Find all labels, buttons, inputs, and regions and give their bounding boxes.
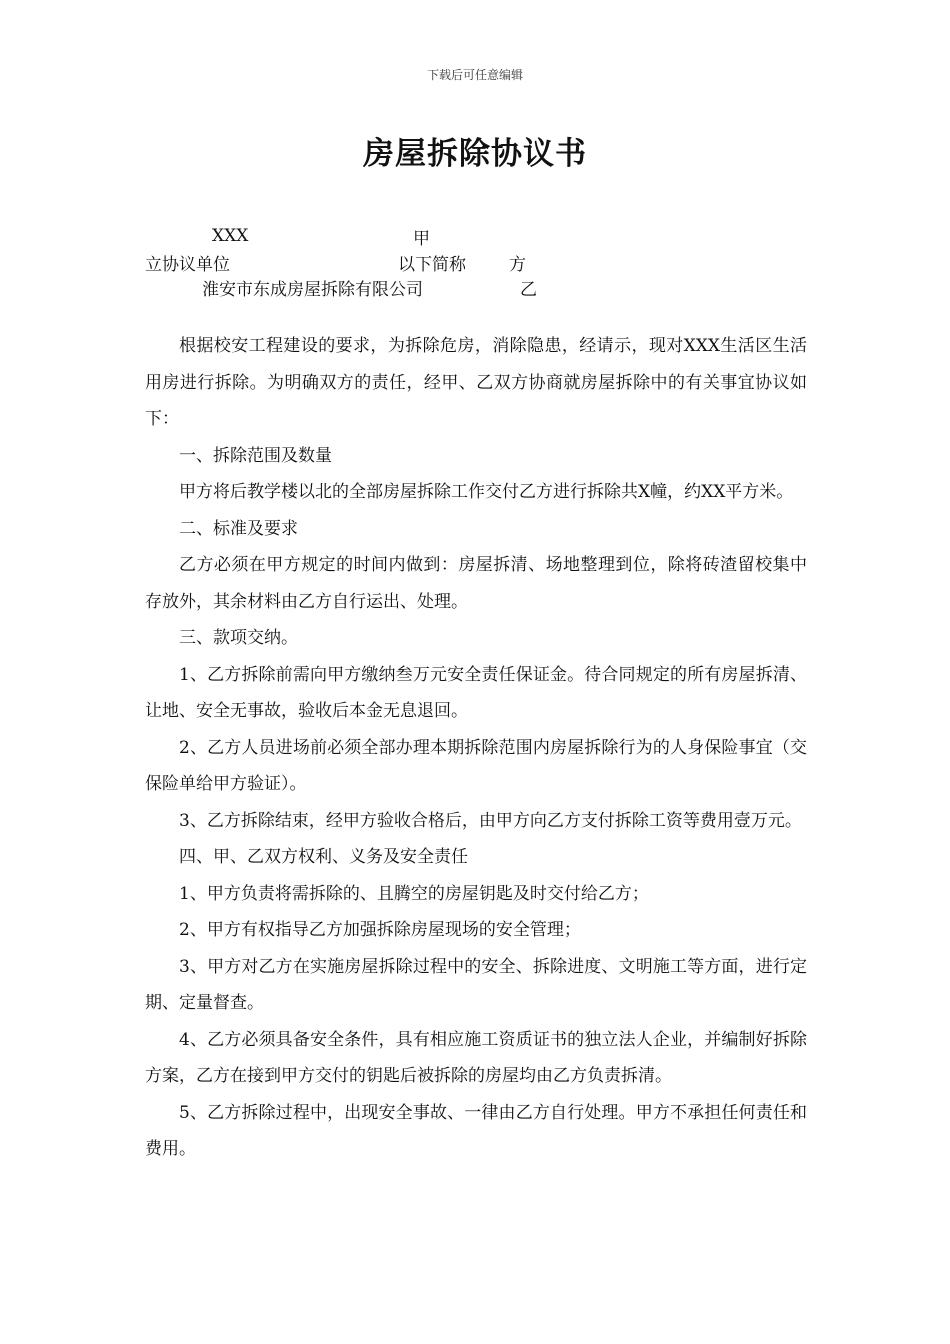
- fang-label: 方: [509, 255, 526, 275]
- document-title: 房屋拆除协议书: [363, 136, 587, 172]
- paragraph-rights-2: 2、甲方有权指导乙方加强拆除房屋现场的安全管理；: [179, 920, 581, 940]
- party-b-mark: 乙: [520, 280, 537, 300]
- party-b-name: 淮安市东成房屋拆除有限公司: [202, 280, 423, 300]
- agreement-parties-label: 立协议单位: [145, 255, 230, 275]
- paragraph-payment-3: 3、乙方拆除结束，经甲方验收合格后，由甲方向乙方支付拆除工资等费用壹万元。: [179, 810, 802, 831]
- paragraph-scope: 甲方将后教学楼以北的全部房屋拆除工作交付乙方进行拆除共X幢，约XX平方米。: [179, 482, 794, 502]
- agreement-body: [145, 328, 807, 1168]
- party-a-name: XXX: [212, 226, 249, 246]
- paragraph-standards: 乙方必须在甲方规定的时间内做到：房屋拆清、场地整理到位，除将砖渣留校集中存放外，其余材料由乙方自行运出、处理。: [145, 555, 807, 612]
- paragraph-rights-5: 5、乙方拆除过程中，出现安全事故、一律由乙方自行处理。甲方不承担任何责任和费用。: [145, 1102, 807, 1159]
- section-heading-scope: 一、拆除范围及数量: [179, 445, 332, 466]
- paragraph-payment-1: 1、乙方拆除前需向甲方缴纳叁万元安全责任保证金。待合同规定的所有房屋拆清、让地、安全无事故，验收后本金无息退回。: [145, 664, 807, 721]
- paragraph-intro: 根据校安工程建设的要求，为拆除危房，消除隐患，经请示，现对XXX生活区生活用房进行拆除。为明确双方的责任，经甲、乙双方协商就房屋拆除中的有关事宜协议如下：: [145, 336, 807, 429]
- party-a-mark: 甲: [413, 229, 430, 249]
- section-heading-rights: 四、甲、乙双方权利、义务及安全责任: [179, 847, 468, 867]
- paragraph-rights-4: 4、乙方必须具备安全条件，具有相应施工资质证书的独立法人企业，并编制好拆除方案，乙方在接到甲方交付的钥匙后被拆除的房屋均由乙方负责拆清。: [145, 1029, 807, 1086]
- paragraph-rights-1: 1、甲方负责将需拆除的、且腾空的房屋钥匙及时交付给乙方；: [179, 883, 649, 904]
- header-note: 下载后可任意编辑: [426, 68, 523, 82]
- section-heading-payment: 三、款项交纳。: [179, 628, 298, 648]
- abbreviation-label: 以下简称: [398, 255, 466, 275]
- section-heading-standards: 二、标准及要求: [179, 518, 298, 539]
- paragraph-rights-3: 3、甲方对乙方在实施房屋拆除过程中的安全、拆除进度、文明施工等方面，进行定期、定量督查。: [145, 956, 807, 1013]
- party-block: [0, 222, 950, 302]
- paragraph-payment-2: 2、乙方人员进场前必须全部办理本期拆除范围内房屋拆除行为的人身保险事宜（交保险单给甲方验证）。: [145, 737, 807, 794]
